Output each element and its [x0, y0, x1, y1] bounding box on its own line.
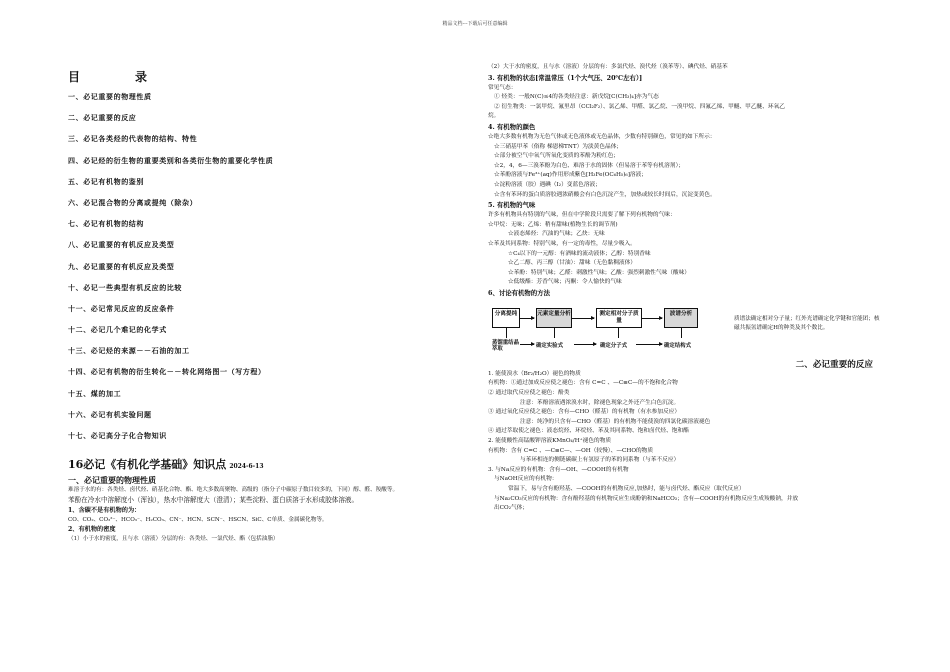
right-column: [488, 63, 883, 514]
toc-item: 六、必记混合物的分离或提纯（除杂）: [68, 197, 198, 207]
document-date: 2024-6-13: [229, 463, 264, 471]
paragraph: 与苯环相连的侧链碳碳上有氢原子的苯的同系物（与苯不反应）: [520, 457, 680, 464]
paragraph: 1. 能使溴水（Br₂/H₂O）褪色的物质: [488, 370, 581, 377]
paragraph: ☆C₄以下的一元醇：有酒味的流动液体；乙醇：特别香味: [508, 250, 651, 257]
paragraph: ☆低级酯：芳香气味；丙酮：令人愉快的气味: [508, 279, 622, 286]
flow-box: 测定相对分子质量: [596, 308, 642, 328]
flow-arrow: [636, 344, 662, 345]
toc-list: [68, 91, 456, 451]
paragraph: 烷。: [488, 113, 500, 120]
toc-item: 一、必记重要的物理性质: [68, 92, 152, 101]
flow-arrow: [574, 344, 596, 345]
paragraph: CO、CO₂、CO₃²⁻、HCO₃⁻、H₂CO₃、CN⁻、HCN、SCN⁻、HSCN、SiC、C单质、金属碳化物等。: [68, 517, 328, 524]
paragraph: 注意：纯净的只含有—CHO（醛基）的有机物不能使溴的四氯化碳溶液褪色: [520, 418, 711, 425]
toc-item: 十三、必记烃的来源－－石油的加工: [68, 346, 190, 356]
flow-box: 分离提纯: [492, 308, 520, 328]
flow-label: 确定分子式: [600, 342, 627, 349]
left-column: [68, 68, 456, 544]
flow-label: 蒸馏重结晶萃取: [492, 339, 519, 353]
paragraph: ☆淀粉溶液（胶）遇碘（I₂）变蓝色溶液；: [494, 181, 601, 188]
flow-arrow: [520, 344, 534, 345]
paragraph: ③ 通过氧化反应使之褪色：含有—CHO（醛基）的有机物（有水参加反应）: [488, 409, 681, 416]
flow-label: 确定结构式: [664, 342, 691, 349]
flow-arrow: [642, 318, 662, 319]
flow-note: 质谱法确定相对分子量；红外光谱确定化学键和官能团；核磁共振氢谱确定H的种类及其个数比。: [734, 315, 880, 331]
paragraph: ☆部分被空气中氧气所氧化变质的苯酚为粉红色；: [494, 153, 620, 160]
flow-label: 确定实验式: [536, 342, 563, 349]
section-heading: 一、必记重要的物理性质: [68, 475, 156, 486]
toc-item: 七、必记有机物的结构: [68, 219, 144, 229]
flow-arrow: [520, 318, 534, 319]
paragraph: 许多有机物具有特别的气味，但在中学阶段只需要了解下列有机物的气味：: [488, 212, 676, 219]
section-heading: 二、必记重要的反应: [795, 359, 873, 370]
paragraph: 苯酚在冷水中溶解度小（浑浊），热水中溶解度大（澄清）；某些淀粉、蛋白质溶于水形成胶体溶液。: [68, 496, 359, 505]
paragraph: 出CO₂气体；: [494, 505, 529, 512]
toc-item: 二、必记重要的反应: [68, 113, 137, 123]
paragraph: 注意：苯酚溶液遇浓溴水时，除褪色现象之外还产生白色沉淀。: [520, 399, 680, 406]
paragraph: 常见气态：: [488, 84, 517, 91]
toc-item: 三、必记各类烃的代表物的结构、特性: [68, 134, 198, 144]
flow-box: 波谱分析: [664, 308, 698, 328]
paragraph: 有机物：含有 C=C 、—C≡C—、—OH（较慢）、—CHO的物质: [488, 447, 654, 454]
paragraph: ☆乙二醇、丙三醇（甘油）：甜味（无色黏稠液体）: [508, 260, 636, 267]
paragraph: 与NaOH反应的有机物：: [494, 476, 558, 483]
paragraph: ☆三硝基甲苯（俗称 梯恩梯TNT）为淡黄色晶体；: [494, 143, 623, 150]
paragraph: ② 通过取代反应使之褪色：酚类: [488, 390, 570, 397]
paragraph: 2. 能使酸性高锰酸钾溶液KMnO₄/H⁺褪色的物质: [488, 438, 612, 445]
paragraph: ☆2，4，6—三溴苯酚为白色、难溶于水的固体（但易溶于苯等有机溶剂）；: [494, 162, 685, 169]
paragraph: 难溶于水的有：各类烃、卤代烃、硝基化合物、酯、绝大多数高聚物、高级的（指分子中碳原子数目较多的，下同）醇、醛、羧酸等。: [68, 487, 399, 494]
method-flow-diagram: [488, 302, 883, 364]
subheading: 3. 有机物的状态[常温常压（1个大气压、20℃左右）]: [488, 73, 643, 82]
paragraph: 与Na₂CO₃反应的有机物：含有酚羟基的有机物反应生成酚钠和NaHCO₃；含有—COOH的有机物反应生成羧酸钠，并放: [494, 495, 799, 502]
paragraph: 有机物：①通过加成反应使之褪色：含有 C=C 、—C≡C—的不饱和化合物: [488, 380, 678, 387]
paragraph: 常温下，易与含有酚羟基、—COOH的有机物反应,加热时，能与卤代烃、酯反应（取代反应）: [508, 486, 745, 492]
toc-item: 十、必记一些典型有机反应的比较: [68, 282, 182, 292]
flow-connector: [681, 328, 682, 338]
toc-title: 目 录: [68, 70, 149, 84]
paragraph: ☆含有苯环的蛋白质溶胶遇浓硝酸会有白色沉淀产生，加热或较长时间后，沉淀变黄色。: [494, 191, 716, 198]
toc-item: 九、必记重要的有机反应及类型: [68, 261, 175, 271]
header-note: 精品文档---下载后可任意编辑: [442, 21, 508, 27]
flow-connector: [506, 328, 507, 338]
toc-item: 十七、必记高分子化合物知识: [68, 431, 167, 440]
toc-item: 十二、必记几个难记的化学式: [68, 325, 167, 335]
paragraph: ① 烃类：一般N(C)≤4的各类烃注意：新戊烷[C(CH₃)₄]亦为气态: [494, 94, 659, 101]
toc-item: 十四、必记有机物的衍生转化－－转化网络图一（写方程）: [68, 367, 266, 377]
subheading: 6、讨论有机物的方法: [488, 288, 550, 297]
paragraph: （2）大于水的密度，且与水（溶液）分层的有：多氯代烃、溴代烃（溴苯等）、碘代烃、硝基苯: [488, 64, 728, 70]
flow-connector: [618, 328, 619, 338]
subheading: 5. 有机物的气味: [488, 201, 536, 210]
paragraph: ② 衍生物类：一氯甲烷、氟里昂（CCl₂F₂）、氯乙烯、甲醛、氯乙烷、一溴甲烷、四氟乙烯、甲醚、甲乙醚、环氧乙: [494, 103, 785, 110]
flow-box: 元素定量分析: [536, 308, 572, 328]
paragraph: ☆绝大多数有机物为无色气体或无色液体或无色晶体，少数有特别颜色，常见的如下所示：: [488, 133, 716, 140]
subheading: 1、含碳不是有机物的为：: [68, 507, 141, 515]
paragraph: ☆甲烷：无味；乙烯：稍有甜味(植物生长的调节剂): [488, 221, 618, 228]
paragraph: （1）小于水的密度，且与水（溶液）分层的有：各类烃、一氯代烃、酯（包括油脂）: [68, 536, 279, 543]
paragraph: ☆苯酚溶液与Fe³⁺(aq)作用形成紫色[H₃Fe(OC₆H₅)₆]溶液；: [494, 172, 647, 179]
flow-connector: [554, 328, 555, 338]
toc-item: 八、必记重要的有机反应及类型: [68, 240, 175, 250]
paragraph: ☆液态烯烃：汽油的气味；乙炔：无味: [508, 231, 605, 238]
paragraph: 3. 与Na反应的有机物：含有—OH、—COOH的有机物: [488, 466, 629, 473]
document-title: 16必记《有机化学基础》知识点 2024-6-13: [68, 458, 264, 472]
toc-item: 五、必记有机物的鉴别: [68, 176, 144, 186]
subheading: 4. 有机物的颜色: [488, 122, 536, 131]
paragraph: ④ 通过萃取使之褪色：液态烷烃、环烷烃、苯及其同系物、饱和卤代烃、饱和酯: [488, 428, 689, 435]
subheading: 2、有机物的密度: [68, 526, 116, 534]
toc-item: 十六、必记有机实验问题: [68, 409, 152, 419]
paragraph: ☆苯酚：特别气味；乙醛：刺激性气味；乙酸：强烈刺激性气味（酸味）: [508, 269, 690, 276]
toc-item: 十一、必记常见反应的反应条件: [68, 303, 175, 313]
flow-arrow: [572, 318, 594, 319]
paragraph: ☆苯及其同系物：特别气味，有一定的毒性，尽量少吸入。: [488, 240, 636, 247]
toc-item: 十五、煤的加工: [68, 388, 122, 398]
toc-item: 四、必记烃的衍生物的重要类别和各类衍生物的重要化学性质: [68, 155, 274, 165]
